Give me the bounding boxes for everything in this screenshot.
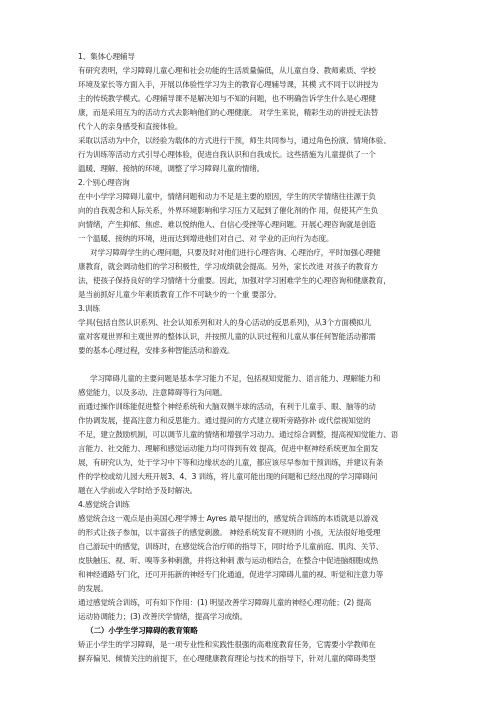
text-line: 温暖、理解、接纳的环境，调整了学习障碍儿童的情绪。 [78, 164, 265, 173]
text-line: 法，使孩子保持良好的学习情绪十分重要。因此，加强对学习困难学生的心理咨询和健康教育， [78, 276, 391, 285]
text-line: 摒弃偏见、倾情关注的前提下，在心理健康教育理论与技术的指导下，针对儿童的障碍类型 [78, 654, 376, 663]
text-line: 一个温暖、接纳的环境，进而达到增进他们对自己、对 学业的正向行为态度。 [78, 234, 334, 243]
text-line: 学习障碍儿童的主要问题是基本学习能力不足，包括视知觉能力、语言能力、理解能力和 [90, 374, 381, 383]
text-line: 不足，建立鼓励机制，可以调节儿童的情绪和增强学习动力。通过综合调整，提高视知觉能力、语 [78, 430, 399, 439]
text-line: 向的自我观念和人际关系，外界环境影响和学习压力又起到了催化剂的作 用，促使其产生负 [78, 206, 379, 215]
text-line: 主的传统教学模式。心理辅导课不是解决知与不知的问题，也不明确告诉学生什么是心理健 [78, 94, 376, 103]
heading-individual-counseling: 2.个别心理咨询 [78, 178, 130, 187]
text-line: 矫正小学生的学习障碍，是一项专业性和实践性很强的高难度教育任务，它需要小学教师在 [78, 640, 376, 649]
text-line: 在中小学学习障碍儿童中，情绪问题和动力不足是主要的原因，学生的厌学情绪往往源于负 [78, 192, 376, 201]
text-line: 向情绪，产生抑郁、焦虑、难以悦纳他人、自信心受挫等心理问题。开展心理咨询就是创造 [78, 220, 376, 229]
text-line: 要的基本心理过程，安排多种智能活动和游戏。 [78, 346, 235, 355]
text-line: 的形式让孩子参加，以丰富孩子的感觉刺激。 神经系统发育不规则的 小孩，无法很好地受理 [78, 528, 381, 537]
section-heading-education-strategy: （二）小学生学习障碍的教育策略 [86, 626, 198, 635]
text-line: 学具(包括自然认识系列、社会认知系列和对人的身心活动的反思系列)，从3个方面模拟儿 [78, 318, 372, 327]
text-line: 康，而是采用互为的活动方式去影响他们的心理健康。 对学生来说，精彩生动的讲授无法替 [78, 108, 379, 117]
heading-sensory-integration: 4.感觉统合训练 [78, 500, 130, 509]
text-line: 康教育，就会调动他们的学习积极性，学习成绩就会提高。另外，家长改进 对孩子的教育方 [78, 262, 379, 271]
text-line: 展，有研究认为，处于学习中下等和边缘状态的儿童，都应该尽早参加干预训练，并建议有条 [78, 458, 384, 467]
text-line: 童对客观世界和主观世界的整体认识，并按照儿童的认识过程和儿童从事任何智能活动都需 [78, 332, 376, 341]
text-line: 采取以活动为中介，以经验为载体的方式进行干预，师生共同参与，通过角色扮演、情境体验、 [78, 136, 391, 145]
text-line: 作协调发展，提高注意力和反思能力。通过提问的方式建立视听旁路弥补 或代偿视知觉的 [78, 416, 371, 425]
heading-training: 3.训练 [78, 304, 100, 313]
text-line: 是当前抓好儿童少年素质教育工作不可缺少的一个重 要部分。 [78, 290, 282, 299]
text-line: 的发展。 [78, 584, 108, 593]
text-line: 感觉统合这一观点是由美国心理学博士 Ayres 最早提出的，感觉统合训练的本质就是以游戏 [78, 514, 378, 523]
text-line: 皮肤触压、视、听、嗅等多种刺激，并将这种刺 激与运动相结合，在整合中促进脑细胞成热 [78, 556, 379, 565]
text-line: 代个人的亲身感受和直接体验。 [78, 122, 183, 131]
heading-group-counseling: 1、集体心理辅导 [78, 52, 135, 61]
text-line: 而通过操作训练能促进整个神经系统和大脑双侧半球的活动，有利于儿童手、眼、脑等的动 [78, 402, 376, 411]
text-line: 题在入学前或入学时给予及时解决。 [78, 486, 198, 495]
text-line: 行为训练等活动方式引导心理体验，促进自我认识和自我成长。这些措施为儿童提供了一个 [78, 150, 376, 159]
text-line: 言能力、社交能力、理解和感觉运动能力均可得到有效 提高，促进中枢神经系统更加全面发 [78, 444, 379, 453]
text-line: 环境及家长等方面入手，开展以体验性学习为主的教育心理辅导课，其模 式不同于以讲授为 [78, 80, 379, 89]
text-line: 件的学校或幼儿园大班开展3、4、3 训练，将儿童可能出现的问题和已经出现的学习障碍问 [78, 472, 378, 481]
text-line: 和神经通路专门化，还可开拓新的神经专门化通道，促进学习障碍儿童的视、听觉和注意力等 [78, 570, 384, 579]
text-line: 运动协调能力；(3) 改善厌学情绪，提高学习成绩。 [78, 612, 247, 621]
text-line: 有研究表明，学习障碍儿童心理和社会功能的生活质量偏低，从儿童自身、教师素质、学校 [78, 66, 376, 75]
text-line: 通过感觉统合训练，可有如下作用：(1) 明显改善学习障碍儿童的神经心理功能；(2) 提高 [78, 598, 372, 607]
text-line: 自己游玩中的感觉，训练时，在感觉统合治疗师的指导下，同时给予儿童前庭、肌肉、关节、 [78, 542, 384, 551]
text-line: 对学习障碍学生的心理问题，只要及时对他们进行心理咨询、心理治疗，平时加强心理健 [90, 248, 381, 257]
text-line: 感觉能力，以及多动、注意障碍等行为问题。 [78, 388, 227, 397]
